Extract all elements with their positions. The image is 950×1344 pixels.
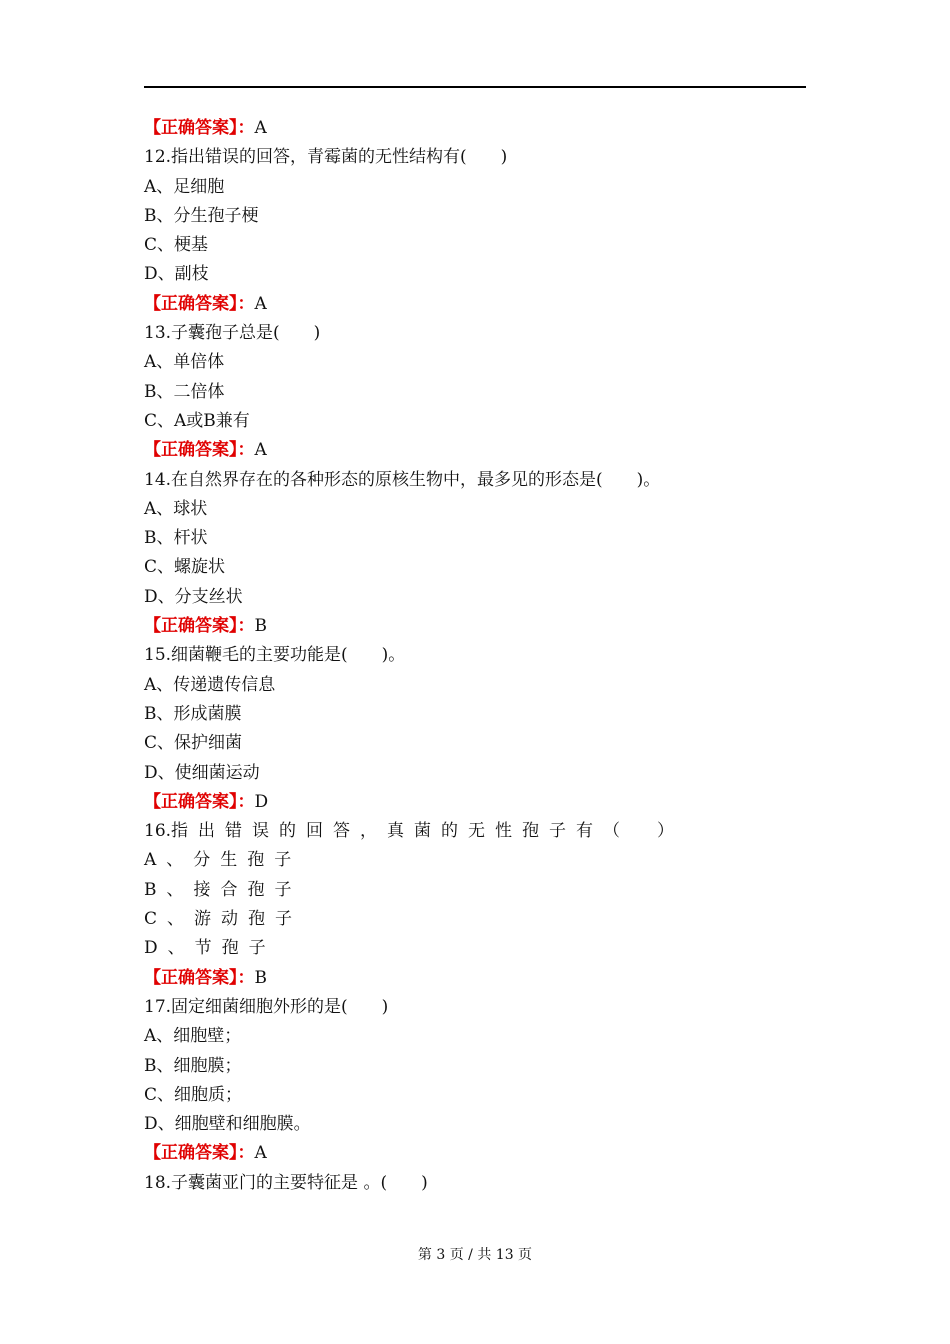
option: C、保护细菌 [144, 733, 243, 754]
option: C、梗基 [144, 235, 209, 256]
page-footer: 第 3 页 / 共 13 页 [417, 1247, 533, 1263]
question-16 [144, 817, 814, 846]
question-number: 14. [144, 469, 172, 490]
option: D、细胞壁和细胞膜。 [144, 1114, 311, 1135]
answer-line [144, 1139, 814, 1168]
question-15 [144, 641, 814, 670]
question-17 [144, 993, 814, 1022]
answer-line [144, 788, 814, 817]
answer-value: A [254, 293, 267, 314]
question-number: 18. [144, 1172, 172, 1193]
answer-label: 【正确答案】： [144, 616, 255, 637]
option: C、A或B兼有 [144, 410, 250, 431]
option: A、分生孢子 [144, 850, 302, 871]
option: B、接合孢子 [144, 879, 302, 900]
answer-value: D [254, 791, 269, 812]
answer-label: 【正确答案】： [144, 293, 255, 314]
option: C、螺旋状 [144, 557, 226, 578]
answer-label: 【正确答案】： [144, 118, 255, 138]
question-text: 在自然界存在的各种形态的原核生物中，最多见的形态是( )。 [171, 469, 661, 490]
answer-label: 【正确答案】： [144, 1143, 255, 1164]
answer-value: B [254, 967, 267, 988]
question-text: 细菌鞭毛的主要功能是( )。 [171, 645, 406, 666]
answer-label: 【正确答案】： [144, 791, 255, 812]
question-number: 12. [144, 147, 172, 168]
question-list [144, 114, 814, 1198]
option: A、传递遗传信息 [144, 674, 276, 695]
question-13 [144, 319, 814, 348]
answer-value: A [254, 440, 267, 461]
question-text: 指出错误的回答，青霉菌的无性结构有( ) [171, 147, 508, 168]
question-text: 指出错误的回答，真菌的无性孢子有（ ） [171, 821, 685, 842]
answer-value: B [254, 616, 267, 637]
question-18 [144, 1169, 814, 1198]
option: D、节孢子 [144, 938, 276, 959]
answer-label: 【正确答案】： [144, 967, 255, 988]
answer-line [144, 964, 814, 993]
header-rule [144, 86, 806, 88]
option: A、单倍体 [144, 352, 225, 373]
question-12 [144, 143, 814, 172]
option: C、细胞质； [144, 1084, 243, 1105]
option: A、足细胞 [144, 176, 225, 197]
answer-value: A [254, 118, 267, 138]
question-number: 13. [144, 323, 172, 344]
option: B、分生孢子梗 [144, 205, 259, 226]
answer-line [144, 436, 814, 465]
option: D、使细菌运动 [144, 762, 260, 783]
answer-label: 【正确答案】： [144, 440, 255, 461]
answer-value: A [254, 1143, 267, 1164]
question-text: 固定细菌细胞外形的是( ) [171, 996, 389, 1017]
answer-line [144, 290, 814, 319]
option: B、杆状 [144, 528, 208, 549]
question-number: 17. [144, 996, 172, 1017]
option: B、细胞膜； [144, 1055, 242, 1076]
option: C、游动孢子 [144, 909, 303, 930]
answer-line [144, 114, 814, 143]
question-text: 子囊孢子总是( ) [171, 323, 321, 344]
question-14 [144, 466, 814, 495]
option: B、二倍体 [144, 381, 225, 402]
option: A、球状 [144, 498, 208, 519]
option: D、分支丝状 [144, 586, 243, 607]
question-text: 子囊菌亚门的主要特征是 。( ) [171, 1172, 428, 1193]
question-number: 16. [144, 821, 172, 842]
option: A、细胞壁； [144, 1026, 242, 1047]
answer-line [144, 612, 814, 641]
option: D、副枝 [144, 264, 209, 285]
question-number: 15. [144, 645, 172, 666]
option: B、形成菌膜 [144, 703, 242, 724]
